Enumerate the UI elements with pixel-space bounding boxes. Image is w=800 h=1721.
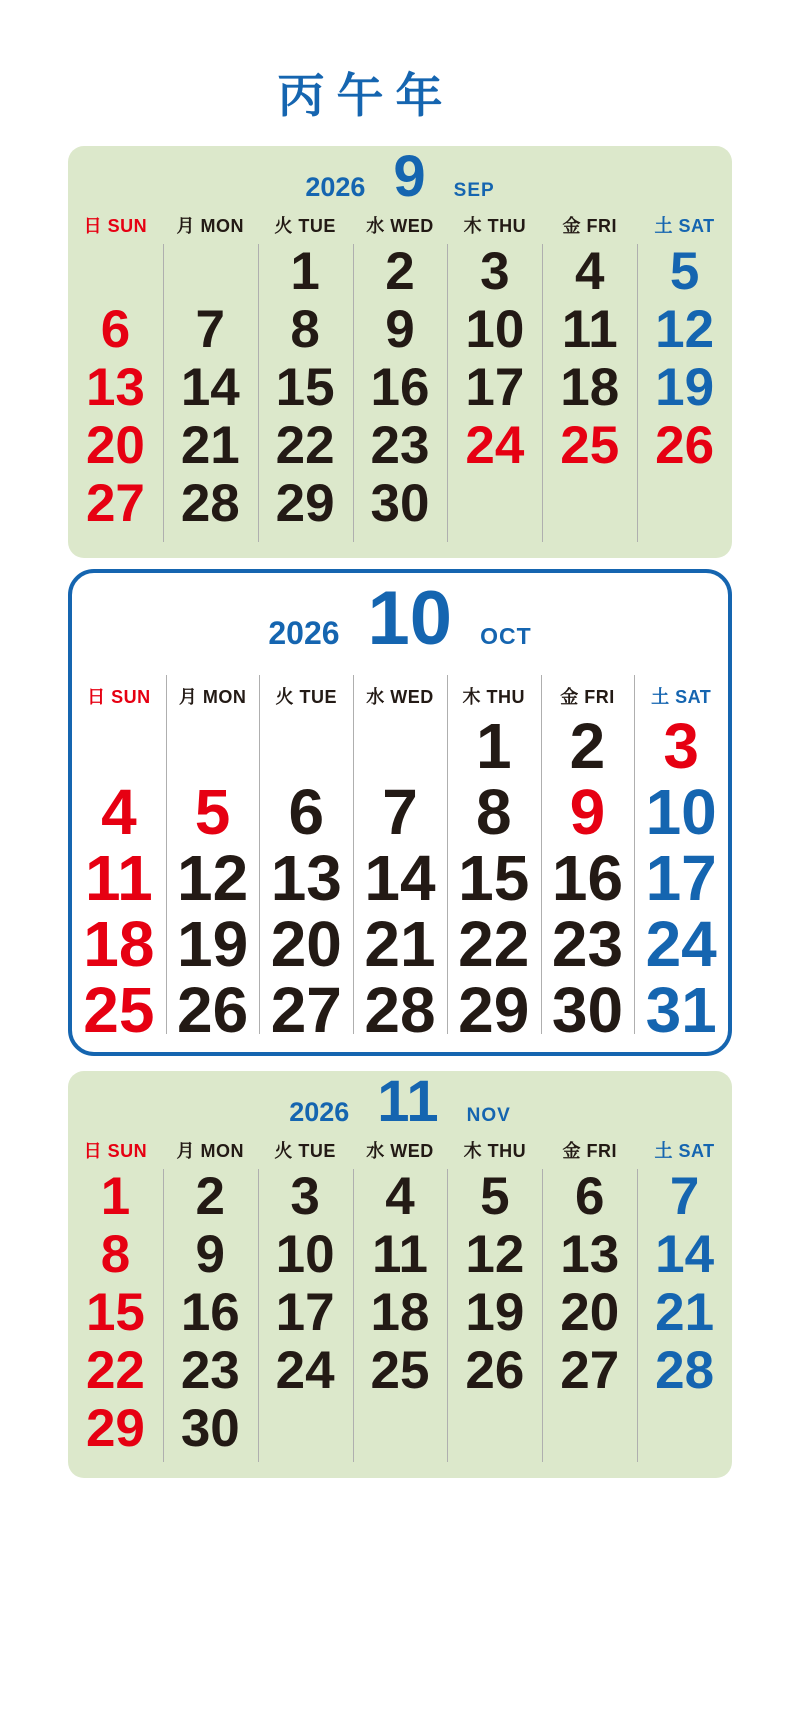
date-cell-15: 15: [275, 357, 335, 417]
date-cell-empty: [259, 713, 353, 779]
calendar-panel-november: [68, 1071, 732, 1478]
date-cell-28: 28: [364, 974, 436, 1046]
month-number: 10: [367, 576, 453, 661]
sexagenary-year-title: 丙午年: [277, 69, 455, 122]
date-cell-28: 28: [655, 1340, 715, 1400]
date-cell-11: 11: [85, 842, 153, 914]
weekday-header-sun: 日 SUN: [83, 1141, 148, 1161]
date-cell-2: 2: [385, 241, 415, 301]
date-cell-24: 24: [645, 908, 717, 980]
date-cell-empty: [166, 713, 260, 779]
date-cell-12: 12: [176, 842, 249, 914]
date-cell-empty: [637, 1399, 732, 1457]
weekday-header-wed: 水 WED: [366, 687, 434, 707]
weekday-header-wed: 水 WED: [366, 216, 434, 236]
date-cell-10: 10: [465, 299, 525, 359]
weekday-header-sun: 日 SUN: [87, 687, 151, 707]
date-cell-5: 5: [669, 241, 700, 301]
date-cell-30: 30: [370, 473, 430, 533]
weekday-header-mon: 月 MON: [178, 687, 247, 707]
week-row: [72, 908, 728, 980]
weekday-header-thu: 木 THU: [463, 1141, 527, 1161]
date-cell-17: 17: [275, 1282, 335, 1342]
week-row: [68, 1167, 732, 1225]
week-row: [68, 1283, 732, 1341]
date-cell-26: 26: [655, 415, 715, 475]
date-cell-20: 20: [270, 908, 342, 980]
week-row: [72, 710, 728, 782]
date-cell-empty: [542, 1399, 637, 1457]
date-cell-25: 25: [560, 415, 620, 475]
date-cell-6: 6: [100, 299, 131, 359]
date-cell-29: 29: [85, 1398, 145, 1458]
weekday-row: [68, 1133, 732, 1167]
month-abbr: NOV: [466, 1105, 511, 1126]
date-cell-3: 3: [290, 1166, 320, 1226]
date-cell-19: 19: [176, 908, 249, 980]
date-cell-10: 10: [275, 1224, 335, 1284]
date-cell-23: 23: [180, 1340, 240, 1400]
month-header: [68, 146, 732, 209]
date-cell-16: 16: [370, 357, 430, 417]
date-cell-13: 13: [270, 842, 342, 914]
weekday-header-fri: 金 FRI: [562, 216, 617, 236]
week-row: [68, 300, 732, 358]
date-cell-13: 13: [85, 357, 145, 417]
calendar-panel-october: [68, 569, 732, 1056]
date-cell-16: 16: [551, 842, 624, 914]
date-cell-1: 1: [290, 241, 320, 301]
date-cell-31: 31: [645, 974, 717, 1046]
date-cell-4: 4: [101, 776, 137, 848]
date-cell-18: 18: [370, 1282, 430, 1342]
date-cell-8: 8: [100, 1224, 131, 1284]
date-cell-21: 21: [364, 908, 436, 980]
weekday-header-fri: 金 FRI: [560, 687, 615, 707]
date-cell-3: 3: [663, 710, 699, 782]
date-cell-8: 8: [475, 776, 512, 848]
week-row: [72, 776, 728, 848]
month-number: 11: [377, 1071, 439, 1134]
date-cell-empty: [353, 1399, 448, 1457]
date-cell-14: 14: [180, 357, 240, 417]
date-cell-11: 11: [371, 1224, 429, 1284]
date-cell-19: 19: [655, 357, 715, 417]
date-cell-25: 25: [83, 974, 155, 1046]
month-header: [72, 573, 728, 677]
date-cell-16: 16: [180, 1282, 240, 1342]
date-cell-3: 3: [480, 241, 510, 301]
weekday-header-tue: 火 TUE: [274, 216, 336, 236]
date-cell-24: 24: [275, 1340, 335, 1400]
week-row: [68, 416, 732, 474]
weekday-header-sat: 土 SAT: [654, 216, 715, 236]
month-year: 2026: [268, 615, 340, 651]
date-cell-21: 21: [655, 1282, 715, 1342]
date-cell-15: 15: [458, 842, 530, 914]
date-cell-14: 14: [364, 842, 436, 914]
date-cell-30: 30: [551, 974, 624, 1046]
date-cell-6: 6: [574, 1166, 605, 1226]
week-row: [68, 474, 732, 532]
date-cell-18: 18: [560, 357, 620, 417]
date-cell-29: 29: [275, 473, 335, 533]
date-cell-23: 23: [551, 908, 624, 980]
date-cell-empty: [353, 713, 447, 779]
date-cell-26: 26: [465, 1340, 525, 1400]
weekday-row: [68, 208, 732, 242]
date-cell-6: 6: [288, 776, 325, 848]
date-cell-7: 7: [669, 1166, 700, 1226]
weekday-header-thu: 木 THU: [462, 687, 525, 707]
date-cell-empty: [258, 1399, 353, 1457]
month-year: 2026: [305, 172, 366, 202]
date-cell-12: 12: [465, 1224, 525, 1284]
weekday-header-thu: 木 THU: [463, 216, 527, 236]
date-grid: [68, 1167, 732, 1457]
date-cell-empty: [542, 474, 637, 532]
calendar-panel-september: [68, 146, 732, 558]
date-cell-25: 25: [370, 1340, 430, 1400]
date-cell-10: 10: [645, 776, 717, 848]
weekday-header-wed: 水 WED: [366, 1141, 434, 1161]
date-cell-2: 2: [195, 1166, 226, 1226]
weekday-header-sat: 土 SAT: [651, 687, 712, 707]
week-row: [68, 358, 732, 416]
date-cell-24: 24: [465, 415, 525, 475]
date-cell-17: 17: [645, 842, 717, 914]
date-cell-19: 19: [465, 1282, 525, 1342]
week-row: [72, 974, 728, 1046]
date-cell-13: 13: [560, 1224, 620, 1284]
week-row: [68, 1399, 732, 1457]
date-cell-8: 8: [290, 299, 320, 359]
date-cell-7: 7: [195, 299, 226, 359]
date-cell-11: 11: [561, 299, 618, 359]
date-cell-4: 4: [385, 1166, 415, 1226]
date-cell-30: 30: [180, 1398, 240, 1458]
date-cell-2: 2: [569, 710, 606, 782]
date-cell-1: 1: [100, 1166, 131, 1226]
date-cell-26: 26: [176, 974, 249, 1046]
date-cell-28: 28: [180, 473, 240, 533]
date-cell-9: 9: [385, 299, 415, 359]
month-abbr: SEP: [453, 180, 495, 201]
date-cell-9: 9: [569, 776, 606, 848]
date-cell-22: 22: [85, 1340, 145, 1400]
month-number: 9: [393, 146, 426, 209]
weekday-header-tue: 火 TUE: [274, 1141, 336, 1161]
date-cell-23: 23: [370, 415, 430, 475]
weekday-row: [72, 679, 728, 713]
date-cell-27: 27: [560, 1340, 620, 1400]
date-grid: [68, 242, 732, 532]
date-cell-27: 27: [85, 473, 145, 533]
month-abbr: OCT: [480, 623, 532, 649]
month-year: 2026: [289, 1097, 350, 1127]
date-cell-7: 7: [382, 776, 418, 848]
date-cell-9: 9: [195, 1224, 226, 1284]
week-row: [68, 1225, 732, 1283]
date-cell-14: 14: [655, 1224, 715, 1284]
week-row: [68, 242, 732, 300]
weekday-header-sun: 日 SUN: [83, 216, 148, 236]
date-cell-5: 5: [194, 776, 231, 848]
weekday-header-mon: 月 MON: [176, 216, 245, 236]
date-cell-20: 20: [85, 415, 145, 475]
date-cell-22: 22: [275, 415, 335, 475]
weekday-header-fri: 金 FRI: [562, 1141, 617, 1161]
weekday-header-tue: 火 TUE: [275, 687, 338, 707]
date-cell-empty: [68, 242, 163, 300]
date-cell-15: 15: [85, 1282, 145, 1342]
date-cell-1: 1: [475, 710, 512, 782]
date-cell-empty: [447, 1399, 542, 1457]
date-cell-21: 21: [180, 415, 240, 475]
date-cell-empty: [163, 242, 258, 300]
date-cell-empty: [72, 713, 166, 779]
date-cell-empty: [447, 474, 542, 532]
date-cell-12: 12: [655, 299, 715, 359]
week-row: [72, 842, 728, 914]
date-cell-5: 5: [480, 1166, 510, 1226]
date-cell-18: 18: [83, 908, 155, 980]
weekday-header-sat: 土 SAT: [654, 1141, 715, 1161]
date-cell-20: 20: [560, 1282, 620, 1342]
date-cell-22: 22: [458, 908, 530, 980]
date-cell-empty: [637, 474, 732, 532]
date-cell-4: 4: [574, 241, 605, 301]
date-cell-29: 29: [458, 974, 530, 1046]
date-cell-17: 17: [465, 357, 525, 417]
week-row: [68, 1341, 732, 1399]
weekday-header-mon: 月 MON: [176, 1141, 245, 1161]
date-grid: [72, 710, 728, 1046]
month-header: [68, 1071, 732, 1134]
date-cell-27: 27: [270, 974, 342, 1046]
